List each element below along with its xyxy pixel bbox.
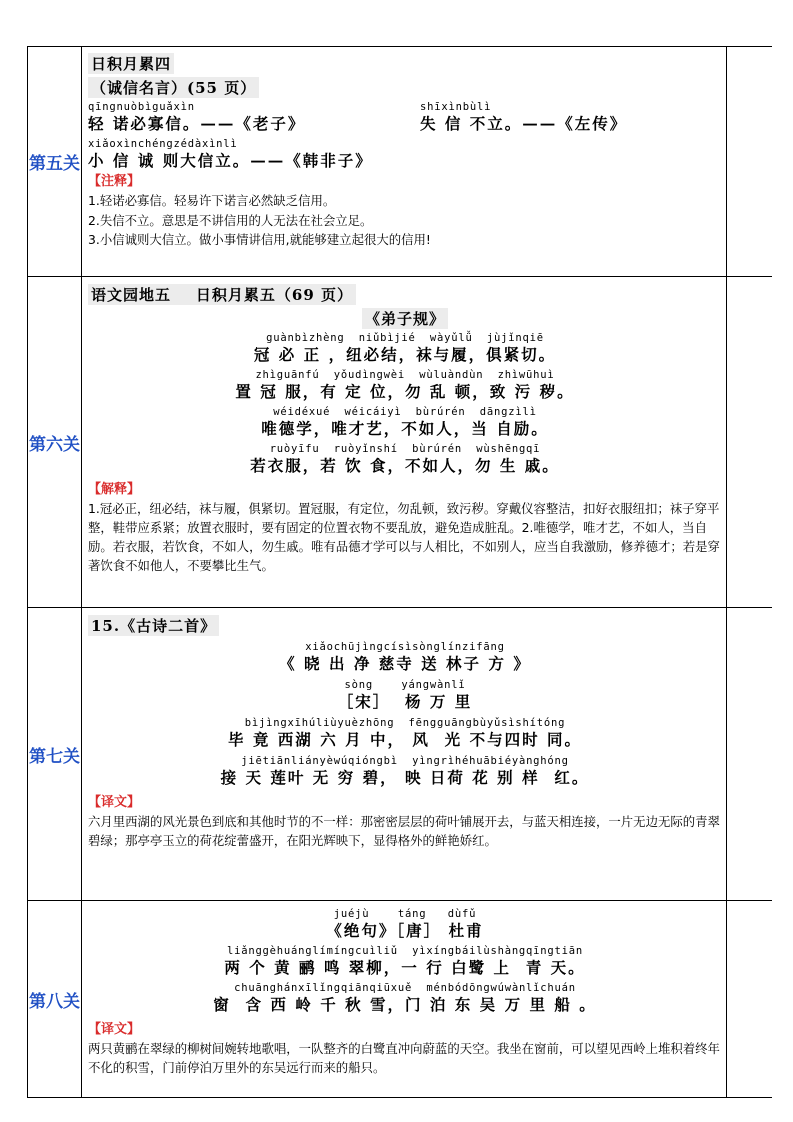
pinyin-line: juéjù táng dùfǔ [333,908,477,920]
pinyin-line: liǎnggèhuánglímíngcuìliǔ yìxíngbáilùshàngqīngtiān [226,945,584,957]
pinyin-line: wéidéxué wéicáiyì bùrúrén dāngzìlì [273,406,537,418]
level-label-cell [27,608,82,900]
pinyin-line: shīxìnbùlì [420,101,492,113]
pinyin-line: xiǎochūjìngcísìsònglínzifāng [305,641,505,653]
explanation-text: 1.冠必正，纽必结，袜与履，俱紧切。置冠服，有定位，勿乱顿，致污秽。穿戴仪容整洁，扣好衣服纽扣；袜子穿平整，鞋带应系紧；放置衣服时，要有固定的位置衣物不要乱放，避免造成脏乱。2.唯德学，唯才艺，不如人，当自励。若衣服，若饮食，不如人，勿生戚。唯有品德才学可以与人相比，不如别人，应当自我激励，修养德才；若是穿著饮食不如他人，不要攀比生气。 [88,501,720,573]
quote-line: 小 信 诚 则大信立。——《韩非子》 [88,151,373,170]
section-title: 日积月累四 [88,53,174,74]
poem-title: 《弟子规》 [362,308,448,329]
poem-line: 置 冠 服，有 定 位，勿 乱 顿，致 污 秽。 [235,382,575,401]
pinyin-line: zhìguānfú yǒudìngwèi wùluàndùn zhìwūhuì [255,369,555,381]
side-cell [726,608,772,900]
quote-line: 失 信 不立。——《左传》 [420,114,628,133]
section-title: 15.《古诗二首》 [88,615,219,636]
note-tag: 【注释】 [88,174,141,189]
level-label-cell [27,901,82,1097]
poem-title: 《 晓 出 净 慈寺 送 林子 方 》 [279,654,531,673]
lesson-table [27,46,772,1098]
pinyin-line: xiǎoxìnchéngzédàxìnlì [88,138,238,150]
poem-line: 毕 竟 西湖 六 月 中， 风 光 不与四时 同。 [228,730,582,749]
poem-line: 接 天 莲叶 无 穷 碧， 映 日荷 花 别 样 红。 [220,768,590,787]
note-line: 2.失信不立。意思是不讲信用的人无法在社会立足。 [88,212,373,228]
note-line: 3.小信诚则大信立。做小事情讲信用,就能够建立起很大的信用! [88,232,431,247]
poem-line: 两 个 黄 鹂 鸣 翠柳，一 行 白鹭 上 青 天。 [224,958,586,977]
side-cell [726,277,772,607]
level-label: 第七关 [29,746,80,767]
poem-author: ［宋］ 杨 万 里 [337,692,473,711]
translation-text: 六月里西湖的风光景色到底和其他时节的不一样：那密密层层的荷叶铺展开去，与蓝天相连接，一片无边无际的青翠碧绿；那亭亭玉立的荷花绽蕾盛开，在阳光辉映下，显得格外的鲜艳娇红。 [88,814,720,848]
pinyin-line: ruòyīfu ruòyǐnshí bùrúrén wùshēngqī [269,443,541,455]
pinyin-line: chuānghánxīlǐngqiānqiūxuě ménbódōngwúwànlǐchuán [234,982,576,994]
translation-text: 两只黄鹂在翠绿的柳树间婉转地歌唱，一队整齐的白鹭直冲向蔚蓝的天空。我坐在窗前，可以望见西岭上堆积着终年不化的积雪，门前停泊万里外的东吴远行而来的船只。 [88,1041,720,1075]
translation-tag: 【译文】 [88,795,141,810]
level-label-cell [27,277,82,607]
content-cell [82,277,726,607]
quote-line: 轻 诺必寡信。——《老子》 [88,114,306,133]
content-cell [82,47,726,276]
side-cell [726,47,772,276]
pinyin-line: qīngnuòbìguǎxìn [88,101,195,113]
pinyin-line: bìjìngxīhúliùyuèzhōng fēngguāngbùyǔsìshítóng [244,717,566,729]
table-row [27,900,772,1098]
level-label-cell [27,47,82,276]
poem-line: 若衣服，若 饮 食，不如人，勿 生 戚。 [250,456,560,475]
translation-tag: 【译文】 [88,1022,141,1037]
note-line: 1.轻诺必寡信。轻易许下诺言必然缺乏信用。 [88,193,336,208]
content-cell [82,608,726,900]
level-label: 第八关 [29,991,80,1012]
pinyin-line: guànbìzhèng niǔbìjié wàyǔlǚ jùjǐnqiē [266,332,544,344]
level-label: 第六关 [29,434,80,455]
table-row [27,276,772,607]
poem-line: 窗 含 西 岭 千 秋 雪，门 泊 东 吴 万 里 船 。 [213,995,597,1014]
poem-line: 冠 必 正 ，纽必结，袜与履，俱紧切。 [253,345,557,364]
table-row [27,46,772,276]
poem-line: 唯德学，唯才艺，不如人，当 自励。 [261,419,549,438]
pinyin-line: sòng yángwànlǐ [344,679,466,691]
section-title: 语文园地五 日积月累五（69 页） [88,284,356,305]
level-label: 第五关 [29,154,80,174]
poem-title: 《绝句》［唐］ 杜甫 [326,921,484,940]
pinyin-line: jiētiānliányèwúqióngbì yìngrìhéhuābiéyànghóng [241,755,569,767]
explanation-tag: 【解释】 [88,482,141,497]
section-subtitle: （诚信名言）(55 页） [88,77,259,98]
table-row [27,607,772,900]
content-cell [82,901,726,1097]
side-cell [726,901,772,1097]
